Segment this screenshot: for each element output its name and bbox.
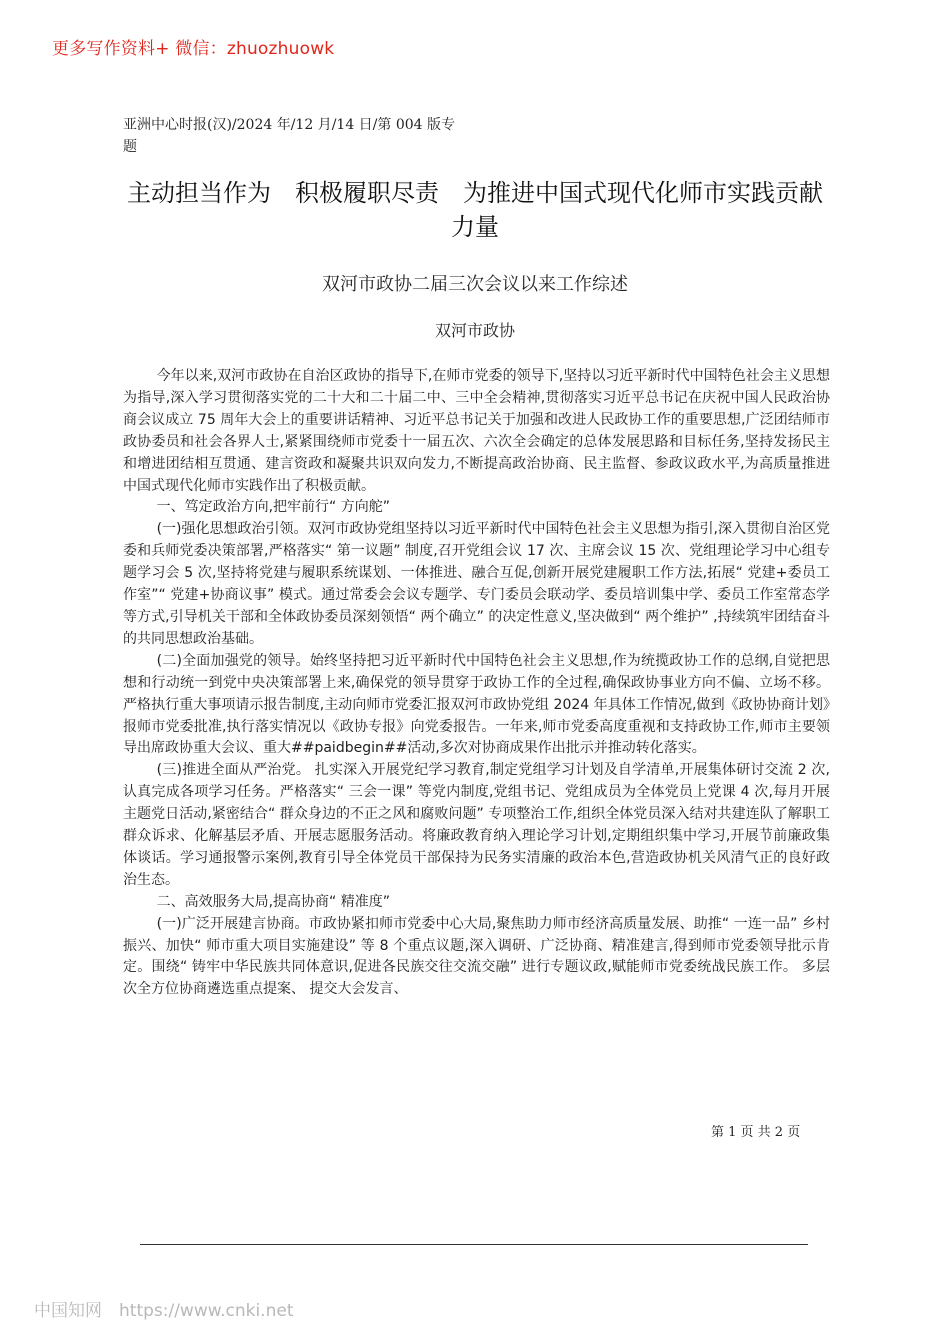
source-line: 亚洲中心时报(汉)/2024 年/12 月/14 日/第 004 版专题 bbox=[123, 117, 456, 155]
article-author: 双河市政协 bbox=[434, 321, 515, 340]
paragraph-1-1: (一)强化思想政治引领。双河市政协党组坚持以习近平新时代中国特色社会主义思想为指引,深入贯彻自治区党委和兵师党委决策部署,严格落实“ 第一议题” 制度,召开党组会议 17 次、主席会议 15 次、党组理论学习中心组专题学习会 5 次,坚持将党建与履职系统谋划、一体推进、融合互促,创新开展党建履职工作方法,拓展“ 党建+委员工作室”“ 党建+协商议事” 模式。通过常委会会议专题学、专门委员会联动学、委员培训集中学、委员工作室常态学等方式,引导机关干部和全体政协委员深刻领悟“ 两个确立” 的决定性意义,坚决做到“ 两个维护” ,持续筑牢团结奋斗的共同思想政治基础。 bbox=[123, 521, 830, 647]
article-subtitle: 双河市政协二届三次会议以来工作综述 bbox=[322, 274, 628, 295]
article-title: 主动担当作为 积极履职尽责 为推进中国式现代化师市实践贡献力量 bbox=[127, 179, 823, 241]
paragraph-1-3: (三)推进全面从严治党。 扎实深入开展党纪学习教育,制定党组学习计划及自学清单,开展集体研讨交流 2 次,认真完成各项学习任务。严格落实“ 三会一课” 等党内制度,党组书记、党组成员为全体党员上党课 4 次,每月开展主题党日活动,紧密结合“ 群众身边的不正之风和腐败问题” 专项整治工作,组织全体党员深入结对共建连队了解职工群众诉求、化解基层矛盾、开展志愿服务活动。将廉政教育纳入理论学习计划,定期组织集中学习,开展节前廉政集体谈话。学习通报警示案例,教育引导全体党员干部保持为民务实清廉的政治本色,营造政协机关风清气正的良好政治生态。 bbox=[123, 762, 830, 888]
paragraph-1-2: (二)全面加强党的领导。始终坚持把习近平新时代中国特色社会主义思想,作为统揽政协工作的总纲,自觉把思想和行动统一到党中央决策部署上来,确保党的领导贯穿于政协工作的全过程,确保政协事业方向不偏、立场不移。严格执行重大事项请示报告制度,主动向师市党委汇报双河市政协党组 2024 年具体工作情况,做到《政协协商计划》报师市党委批准,执行落实情况以《政协专报》向党委报告。一年来,师市党委高度重视和支持政协工作,师市主要领导出席政协重大会议、重大##paidbegin##活动,多次对协商成果作出批示并推动转化落实。 bbox=[123, 652, 830, 757]
section-heading-2: 二、高效服务大局,提高协商“ 精准度” bbox=[156, 893, 390, 910]
footer-divider bbox=[140, 1244, 808, 1245]
section-heading-1: 一、笃定政治方向,把牢前行“ 方向舵” bbox=[156, 499, 390, 516]
promo-banner: 更多写作资料+ 微信：zhuozhuowk bbox=[52, 39, 335, 59]
page-number: 第 1 页 共 2 页 bbox=[711, 1125, 801, 1140]
paragraph-2-1: (一)广泛开展建言协商。市政协紧扣师市党委中心大局,聚焦助力师市经济高质量发展、助推“ 一连一品” 乡村振兴、加快“ 师市重大项目实施建设” 等 8 个重点议题,深入调研、广泛协商、精准建言,得到师市党委领导批示肯定。围绕“ 铸牢中华民族共同体意识,促进各民族交往交流交融” 进行专题议政,赋能师市党委统战民族工作。 多层次全方位协商遴选重点提案、 提交大会发言、 bbox=[123, 915, 830, 998]
article-body bbox=[123, 366, 830, 1001]
watermark: 中国知网 https://www.cnki.net bbox=[34, 1301, 294, 1321]
paragraph-intro: 今年以来,双河市政协在自治区政协的指导下,在师市党委的领导下,坚持以习近平新时代中国特色社会主义思想为指导,深入学习贯彻落实党的二十大和二十届二中、三中全会精神,贯彻落实习近平总书记在庆祝中国人民政治协商会议成立 75 周年大会上的重要讲话精神、习近平总书记关于加强和改进人民政协工作的重要思想,广泛团结师市政协委员和社会各界人士,紧紧围绕师市党委十一届五次、六次全会确定的总体发展思路和目标任务,坚持发扬民主和增进团结相互贯通、建言资政和凝聚共识双向发力,不断提高政治协商、民主监督、参政议政水平,为高质量推进中国式现代化师市实践作出了积极贡献。 bbox=[123, 368, 830, 494]
